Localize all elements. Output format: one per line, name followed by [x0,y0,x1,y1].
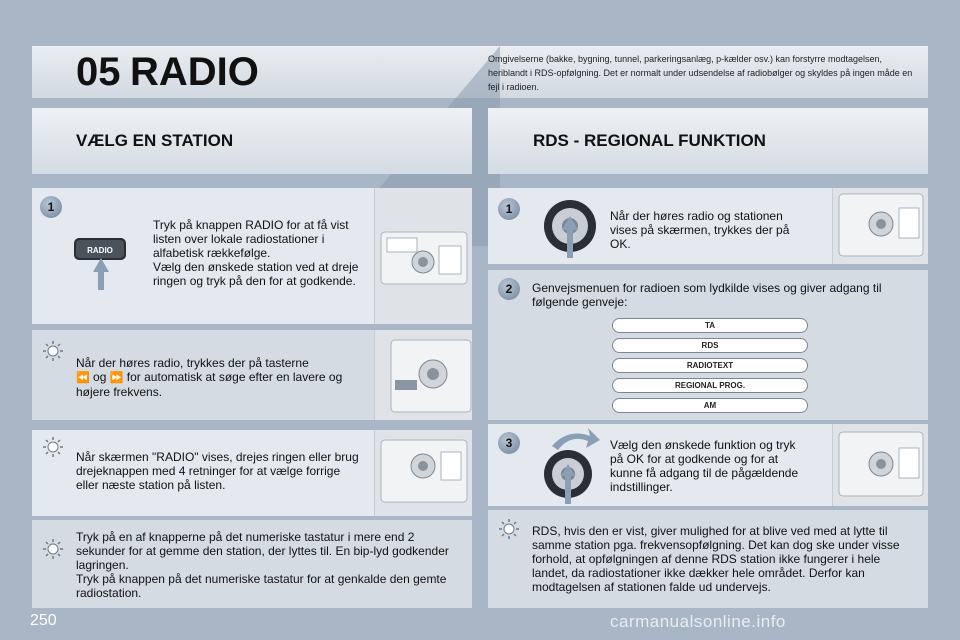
left-tip3-text: Tryk på en af knapperne på det numeriske tastatur i mere end 2 sekunder for at gemme den station, der lyttes til. En bip-lyd godkender lagringen. Tryk på knappen på det numeriske tastatur for at genkalde den gemte radiostation. [76,530,449,600]
menu-item-regional-prog[interactable]: REGIONAL PROG. [612,378,808,393]
radio-unit-image [374,188,472,324]
menu-item-radiotext[interactable]: RADIOTEXT [612,358,808,373]
tip-icon [42,436,64,458]
rotate-dial-icon [538,424,604,506]
right-section-title: RDS - REGIONAL FUNKTION [533,131,766,150]
radio-unit-image [832,188,928,264]
menu-item-am[interactable]: AM [612,398,808,413]
ok-dial-icon [540,196,600,262]
right-step3-text: Vælg den ønskede funktion og tryk på OK for at godkende og for at kunne få adgang til de pågældende indstillinger. [610,438,799,494]
chapter-title: RADIO [130,50,259,94]
right-step2-text: Genvejsmenuen for radioen som lydkilde vises og giver adgang til følgende genveje: [532,281,882,309]
radio-unit-image [374,430,472,516]
menu-item-rds[interactable]: RDS [612,338,808,353]
right-tip-text: RDS, hvis den er vist, giver mulighed for at blive ved med at lytte til samme station pga. frekvensopfølgning. Det kan dog ske under visse forhold, at opfølgningen af denne RDS station ikke fungerer i hele landet, da radiostationer ikke dækker hele området. Derfor kan modtagelsen af stationen falde ud undervejs. [532,524,900,594]
header-note: Omgivelserne (bakke, bygning, tunnel, parkeringsanlæg, p-kælder osv.) kan forstyrre modtagelsen, heriblandt i RDS-opfølgning. Det er normalt under udsendelse af radiobølger og skyldes på ingen måde en fejl i radioen. [488,54,913,92]
svg-text:RADIO: RADIO [87,246,113,255]
fast-forward-icon: ⏩ [109,372,124,384]
tip-icon [42,538,64,560]
step-badge: 2 [498,278,520,300]
tip-icon [498,518,520,540]
radio-button-icon [70,232,132,294]
tip-icon [42,340,64,362]
radio-unit-image [832,424,928,506]
step-badge: 3 [498,432,520,454]
step-badge: 1 [498,198,520,220]
left-tip1-text: Når der høres radio, trykkes der på tasterne ⏪ og ⏩ for automatisk at søge efter en lavere og højere frekvens. [76,356,343,399]
menu-item-ta[interactable]: TA [612,318,808,333]
page-number: 250 [30,612,57,629]
left-tip2-text: Når skærmen "RADIO" vises, drejes ringen eller brug drejeknappen med 4 retninger for at vælge forrige eller næste station på listen. [76,450,359,492]
step-badge: 1 [40,196,62,218]
chapter-number: 05 [76,50,121,94]
right-step1-text: Når der høres radio og stationen vises på skærmen, trykkes der på OK. [610,209,790,251]
rewind-icon: ⏪ [76,372,90,384]
left-section-title: VÆLG EN STATION [76,131,234,150]
watermark: carmanualsonline.info [610,612,786,631]
radio-unit-image [374,330,472,420]
left-step1-text: Tryk på knappen RADIO for at få vist listen over lokale radiostationer i alfabetisk rækkefølge. Vælg den ønskede station ved at dreje ringen og tryk på den for at godkende. [153,218,359,288]
